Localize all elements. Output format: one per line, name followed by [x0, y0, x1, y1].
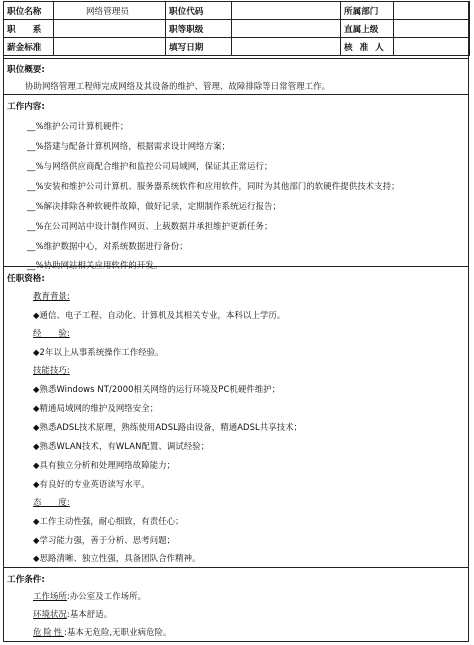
direct-superior-value	[394, 20, 470, 38]
overview-section	[3, 58, 469, 94]
condition-text: :基本无危险,无职业病危险。	[64, 627, 172, 637]
duty-item: __%协助网站相关应用软件的开发。	[27, 260, 163, 270]
attitude-item: ◆思路清晰、独立性强，具备团队合作精神。	[33, 553, 201, 563]
skill-item: ◆熟悉Windows NT/2000相关网络的运行环境及PC机硬件维护；	[33, 384, 281, 394]
condition-label: 环境状况	[33, 609, 67, 619]
attitude-item: ◆学习能力强，善于分析、思考问题；	[33, 535, 176, 545]
duties-section	[3, 94, 469, 270]
direct-superior-label: 直属上级	[341, 20, 394, 38]
position-name-label: 职位名称	[4, 2, 54, 20]
condition-item	[33, 608, 112, 620]
position-name-value: 网络管理员	[54, 2, 166, 20]
header-row-3	[4, 38, 470, 56]
position-code-value	[232, 2, 341, 20]
approver-value	[394, 38, 470, 56]
duty-item: __%解决排除各种软硬件故障，做好记录，定期制作系统运行报告；	[27, 201, 281, 211]
duty-item: __%与网络供应商配合维护和监控公司局域网，保证其正常运行；	[27, 161, 273, 171]
duty-item: __%安装和维护公司计算机、服务器系统软件和应用软件，同时为其他部门的软硬件提供技术支持；	[27, 181, 400, 191]
conditions-title: 工作条件:	[7, 575, 45, 585]
header-row-1	[4, 2, 470, 20]
duty-item: __%维护公司计算机硬件；	[27, 121, 129, 131]
education-label: 教育背景:	[33, 291, 70, 301]
salary-standard-value	[54, 38, 166, 56]
position-code-label: 职位代码	[166, 2, 232, 20]
fill-date-label: 填写日期	[166, 38, 232, 56]
fill-date-value	[232, 38, 341, 56]
condition-text: :基本舒适。	[66, 609, 113, 619]
attitude-item: ◆工作主动性强，耐心细致，有责任心；	[33, 516, 184, 526]
duty-item: __%搭建与配备计算机网络，根据需求设计网络方案；	[27, 141, 231, 151]
experience-label: 经 验:	[33, 328, 70, 338]
experience-item: ◆2年以上从事系统操作工作经验。	[33, 347, 164, 357]
overview-title: 职位概要:	[7, 65, 45, 75]
department-label: 所属部门	[341, 2, 394, 20]
duty-item: __%维护数据中心，对系统数据进行备份；	[27, 241, 188, 251]
skill-item: ◆熟悉ADSL技术原理，熟练使用ADSL路由设备，精通ADSL共享技术；	[33, 422, 303, 432]
header-table	[3, 1, 470, 56]
condition-label: 工作场所	[33, 591, 67, 601]
skill-item: ◆有良好的专业英语读写水平。	[33, 479, 150, 489]
condition-text: :办公室及工作场所。	[66, 591, 147, 601]
skill-item: ◆熟悉WLAN技术，有WLAN配置、调试经验；	[33, 441, 210, 451]
overview-text: 协助网络管理工程师完成网络及其设备的维护、管理、故障排除等日常管理工作。	[25, 81, 331, 91]
condition-item	[33, 590, 146, 602]
job-family-value	[54, 20, 166, 38]
skill-item: ◆具有独立分析和处理网络故障能力；	[33, 460, 176, 470]
salary-standard-label: 薪金标准	[4, 38, 54, 56]
header-row-2	[4, 20, 470, 38]
approver-label: 核 准 人	[341, 38, 394, 56]
skill-item: ◆精通局域网的维护及网络安全；	[33, 403, 159, 413]
education-item: ◆通信、电子工程、自动化、计算机及其相关专业，本科以上学历。	[33, 310, 286, 320]
conditions-section	[3, 567, 469, 642]
job-family-label: 职 系	[4, 20, 54, 38]
condition-label: 危险性	[33, 627, 65, 637]
duties-title: 工作内容:	[7, 102, 45, 112]
qualifications-title: 任职资格:	[7, 274, 45, 284]
qualifications-section	[3, 266, 469, 565]
attitude-label: 态 度:	[33, 497, 70, 507]
department-value	[394, 2, 470, 20]
grade-level-value	[232, 20, 341, 38]
duty-item: __%在公司网站中设计制作网页、上载数据并承担维护更新任务；	[27, 221, 273, 231]
condition-item	[33, 626, 172, 638]
skills-label: 技能技巧:	[33, 365, 70, 375]
grade-level-label: 职等职级	[166, 20, 232, 38]
